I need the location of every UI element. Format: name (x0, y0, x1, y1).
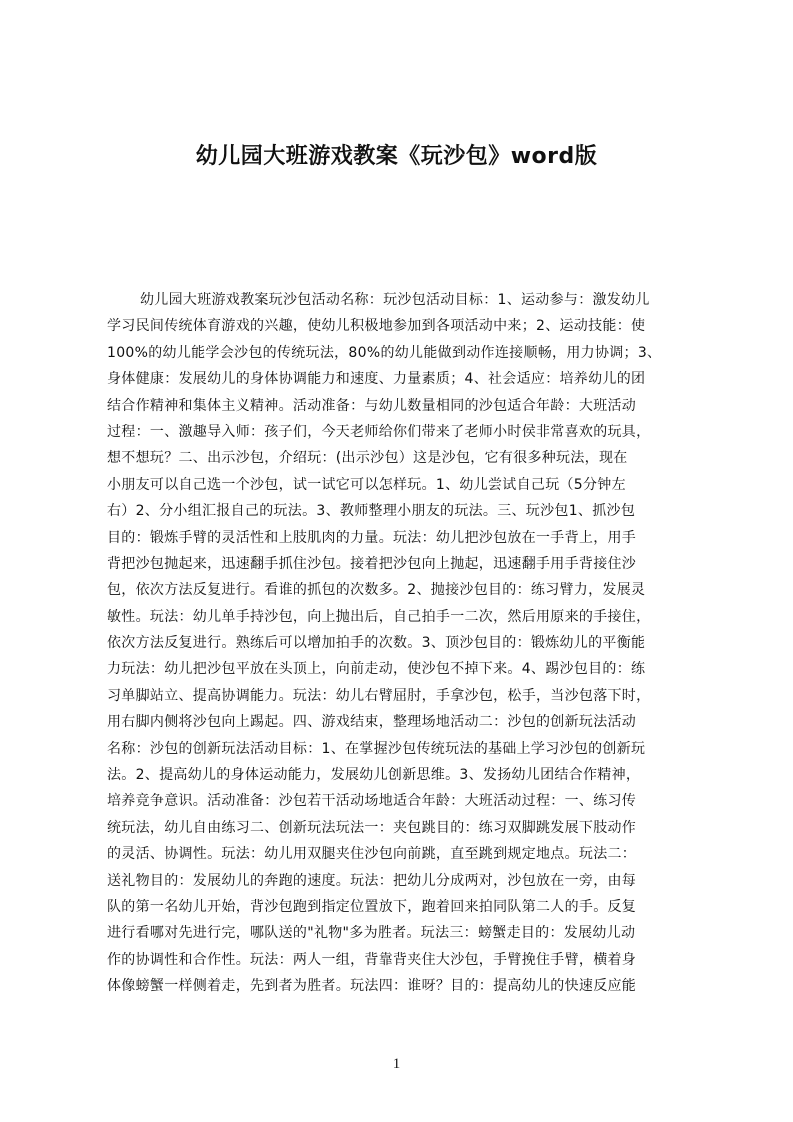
body-line: 培养竞争意识。活动准备：沙包若干活动场地适合年龄：大班活动过程：一、练习传 (107, 793, 637, 810)
body-line: 学习民间传统体育游戏的兴趣，使幼儿积极地参加到各项活动中来；2、运动技能：使 (107, 318, 646, 335)
body-line: 力玩法：幼儿把沙包平放在头顶上，向前走动，使沙包不掉下来。4、踢沙包目的：练 (107, 661, 646, 678)
body-line: 名称：沙包的创新玩法活动目标：1、在掌握沙包传统玩法的基础上学习沙包的创新玩 (107, 740, 646, 757)
page-number: 1 (392, 1056, 401, 1072)
document-body (107, 287, 699, 1037)
body-line: 过程：一、激趣导入师：孩子们，今天老师给你们带来了老师小时侯非常喜欢的玩具， (107, 423, 651, 440)
body-line: 敏性。玩法：幼儿单手持沙包，向上抛出后，自己拍手一二次，然后用原来的手接住， (107, 608, 651, 625)
body-line: 的灵活、协调性。玩法：幼儿用双腿夹住沙包向前跳，直至跳到规定地点。玩法二： (107, 846, 637, 863)
body-line: 背把沙包抛起来，迅速翻手抓住沙包。接着把沙包向上抛起，迅速翻手用手背接住沙 (107, 555, 637, 572)
body-line: 想不想玩？二、出示沙包，介绍玩：(出示沙包）这是沙包，它有很多种玩法，现在 (107, 450, 628, 467)
body-line: 结合作精神和集体主义精神。活动准备：与幼儿数量相同的沙包适合年龄：大班活动 (107, 397, 637, 414)
body-line: 统玩法，幼儿自由练习二、创新玩法玩法一：夹包跳目的：练习双脚跳发展下肢动作 (107, 819, 637, 836)
body-line: 习单脚站立、提高协调能力。玩法：幼儿右臂屈肘，手拿沙包，松手，当沙包落下时， (107, 687, 651, 704)
body-line: 小朋友可以自己选一个沙包，试一试它可以怎样玩。1、幼儿尝试自己玩（5分钟左 (107, 476, 626, 493)
body-line: 法。2、提高幼儿的身体运动能力，发展幼儿创新思维。3、发扬幼儿团结合作精神， (107, 767, 641, 784)
body-line: 体像螃蟹一样侧着走，先到者为胜者。玩法四：谁呀？目的：提高幼儿的快速反应能 (107, 978, 637, 995)
body-line: 进行看哪对先进行完，哪队送的"礼物"多为胜者。玩法三：螃蟹走目的：发展幼儿动 (107, 925, 636, 942)
body-line: 身体健康：发展幼儿的身体协调能力和速度、力量素质；4、社会适应：培养幼儿的团 (107, 371, 646, 388)
body-line: 送礼物目的：发展幼儿的奔跑的速度。玩法：把幼儿分成两对，沙包放在一旁，由每 (107, 872, 637, 889)
body-line: 目的：锻炼手臂的灵活性和上肢肌肉的力量。玩法：幼儿把沙包放在一手背上，用手 (107, 529, 637, 546)
body-line: 作的协调性和合作性。玩法：两人一组，背靠背夹住大沙包，手臂挽住手臂，横着身 (107, 951, 637, 968)
body-line: 包，依次方法反复进行。看谁的抓包的次数多。2、抛接沙包目的：练习臂力，发展灵 (107, 582, 646, 599)
body-line: 右）2、分小组汇报自己的玩法。3、教师整理小朋友的玩法。三、玩沙包1、抓沙包 (107, 503, 636, 520)
body-line: 用右脚内侧将沙包向上踢起。四、游戏结束，整理场地活动二：沙包的创新玩法活动 (107, 714, 637, 731)
document-title: 幼儿园大班游戏教案《玩沙包》word版 (195, 144, 598, 169)
body-line: 依次方法反复进行。熟练后可以增加拍手的次数。3、顶沙包目的：锻炼幼儿的平衡能 (107, 635, 646, 652)
body-line: 幼儿园大班游戏教案玩沙包活动名称：玩沙包活动目标：1、运动参与：激发幼儿 (140, 292, 650, 308)
body-line: 队的第一名幼儿开始，背沙包跑到指定位置放下，跑着回来拍同队第二人的手。反复 (107, 898, 637, 915)
body-line: 100%的幼儿能学会沙包的传统玩法，80%的幼儿能做到动作连接顺畅，用力协调；3、 (107, 344, 662, 361)
